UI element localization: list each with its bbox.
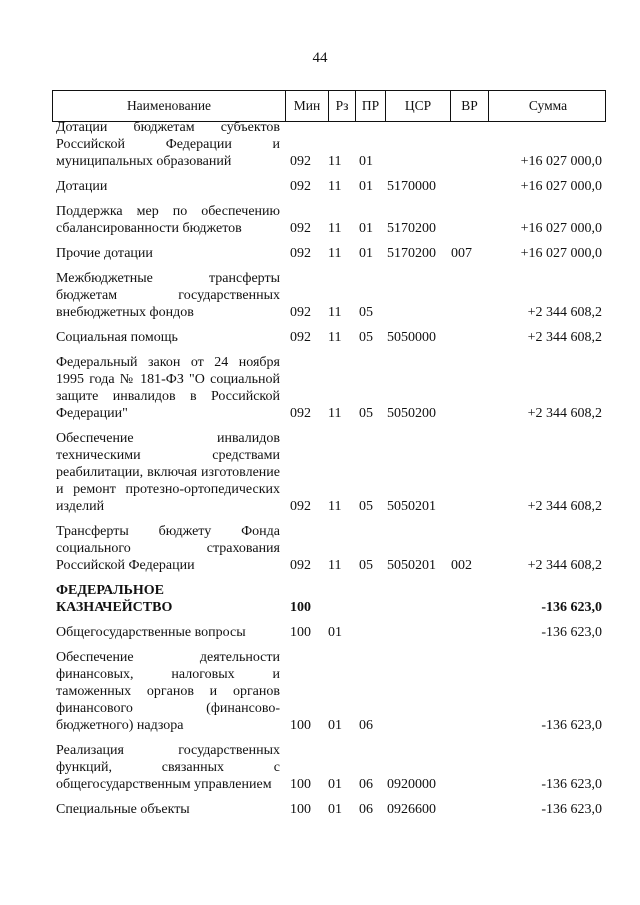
cell-min: 092: [290, 154, 311, 169]
cell-min: 100: [290, 600, 311, 615]
cell-csr: 5170200: [387, 221, 436, 236]
table-header: [52, 90, 606, 122]
cell-name: Общегосударственные вопросы: [56, 625, 246, 640]
header-pr: ПР: [355, 91, 385, 121]
page-number: 44: [312, 50, 328, 66]
cell-sum: +16 027 000,0: [520, 154, 602, 169]
budget-table: [52, 90, 606, 826]
cell-name: ФЕДЕРАЛЬНОЕ КАЗНАЧЕЙСТВО: [56, 583, 173, 615]
table-row: [52, 801, 606, 818]
cell-csr: 0920000: [387, 777, 436, 792]
cell-min: 092: [290, 558, 311, 573]
cell-sum: +16 027 000,0: [520, 179, 602, 194]
cell-name: Обеспечение инвалидов техническими средствами реабилитации, включая изготовление и ремонт протезно-ортопедических изделий: [56, 431, 280, 514]
table-row: [52, 624, 606, 641]
cell-rz: 11: [328, 154, 342, 169]
cell-sum: +2 344 608,2: [527, 406, 602, 421]
cell-name: Трансферты бюджету Фонда социального страхования Российской Федерации: [56, 524, 280, 573]
cell-pr: 06: [359, 718, 373, 733]
cell-sum: -136 623,0: [541, 718, 602, 733]
header-name: Наименование: [126, 98, 212, 113]
table-row: [52, 430, 606, 515]
header-sum: Сумма: [488, 91, 607, 121]
cell-min: 100: [290, 625, 311, 640]
table-row: [52, 329, 606, 346]
cell-min: 092: [290, 406, 311, 421]
cell-min: 092: [290, 499, 311, 514]
cell-pr: 05: [359, 305, 373, 320]
cell-rz: 01: [328, 802, 342, 817]
cell-rz: 11: [328, 330, 342, 345]
cell-vr: 007: [451, 246, 472, 261]
cell-rz: 01: [328, 718, 342, 733]
cell-rz: 11: [328, 406, 342, 421]
cell-rz: 11: [328, 305, 342, 320]
cell-rz: 11: [328, 221, 342, 236]
cell-min: 092: [290, 221, 311, 236]
cell-min: 092: [290, 330, 311, 345]
cell-name: Прочие дотации: [56, 246, 153, 261]
cell-sum: +2 344 608,2: [527, 305, 602, 320]
cell-vr: 002: [451, 558, 472, 573]
table-row: [52, 523, 606, 574]
cell-csr: 5050200: [387, 406, 436, 421]
cell-sum: +2 344 608,2: [527, 558, 602, 573]
cell-rz: 01: [328, 625, 342, 640]
cell-sum: -136 623,0: [541, 777, 602, 792]
cell-pr: 06: [359, 777, 373, 792]
cell-pr: 01: [359, 179, 373, 194]
table-row: [52, 245, 606, 262]
cell-csr: 5050201: [387, 499, 436, 514]
table-row: [52, 742, 606, 793]
cell-min: 092: [290, 246, 311, 261]
cell-sum: +2 344 608,2: [527, 499, 602, 514]
cell-name: Дотации бюджетам субъектов Российской Федерации и муниципальных образований: [56, 120, 280, 169]
cell-name: Поддержка мер по обеспечению сбалансированности бюджетов: [56, 204, 280, 236]
cell-sum: +16 027 000,0: [520, 221, 602, 236]
cell-sum: +16 027 000,0: [520, 246, 602, 261]
cell-name: Обеспечение деятельности финансовых, налоговых и таможенных органов и органов финансового (финансово-бюджетного) надзора: [56, 650, 280, 733]
cell-name: Дотации: [56, 179, 108, 194]
cell-rz: 11: [328, 179, 342, 194]
cell-sum: -136 623,0: [541, 802, 602, 817]
cell-csr: 5170000: [387, 179, 436, 194]
cell-pr: 05: [359, 558, 373, 573]
cell-pr: 01: [359, 154, 373, 169]
table-body: [52, 119, 606, 818]
cell-pr: 05: [359, 499, 373, 514]
table-row: [52, 203, 606, 237]
cell-csr: 5170200: [387, 246, 436, 261]
cell-rz: 01: [328, 777, 342, 792]
cell-min: 100: [290, 718, 311, 733]
cell-csr: 0926600: [387, 802, 436, 817]
cell-name: Социальная помощь: [56, 330, 178, 345]
cell-min: 100: [290, 802, 311, 817]
header-csr: ЦСР: [385, 91, 450, 121]
table-row: [52, 649, 606, 734]
cell-pr: 06: [359, 802, 373, 817]
cell-csr: 5050000: [387, 330, 436, 345]
cell-pr: 05: [359, 330, 373, 345]
header-min: Мин: [285, 91, 328, 121]
table-row: [52, 178, 606, 195]
cell-rz: 11: [328, 558, 342, 573]
cell-sum: -136 623,0: [541, 600, 602, 615]
cell-sum: +2 344 608,2: [527, 330, 602, 345]
cell-pr: 05: [359, 406, 373, 421]
cell-name: Федеральный закон от 24 ноября 1995 года № 181-ФЗ "О социальной защите инвалидов в Российской Федерации": [56, 355, 280, 421]
cell-pr: 01: [359, 246, 373, 261]
header-vr: ВР: [450, 91, 488, 121]
cell-name: Специальные объекты: [56, 802, 190, 817]
header-rz: Рз: [328, 91, 355, 121]
cell-min: 092: [290, 305, 311, 320]
table-row: [52, 354, 606, 422]
cell-rz: 11: [328, 499, 342, 514]
cell-sum: -136 623,0: [541, 625, 602, 640]
table-row: [52, 270, 606, 321]
table-row: [52, 119, 606, 170]
cell-min: 092: [290, 179, 311, 194]
cell-csr: 5050201: [387, 558, 436, 573]
cell-name: Межбюджетные трансферты бюджетам государственных внебюджетных фондов: [56, 271, 280, 320]
cell-rz: 11: [328, 246, 342, 261]
cell-name: Реализация государственных функций, связанных с общегосударственным управлением: [56, 743, 280, 792]
table-row: [52, 582, 606, 616]
cell-min: 100: [290, 777, 311, 792]
cell-pr: 01: [359, 221, 373, 236]
